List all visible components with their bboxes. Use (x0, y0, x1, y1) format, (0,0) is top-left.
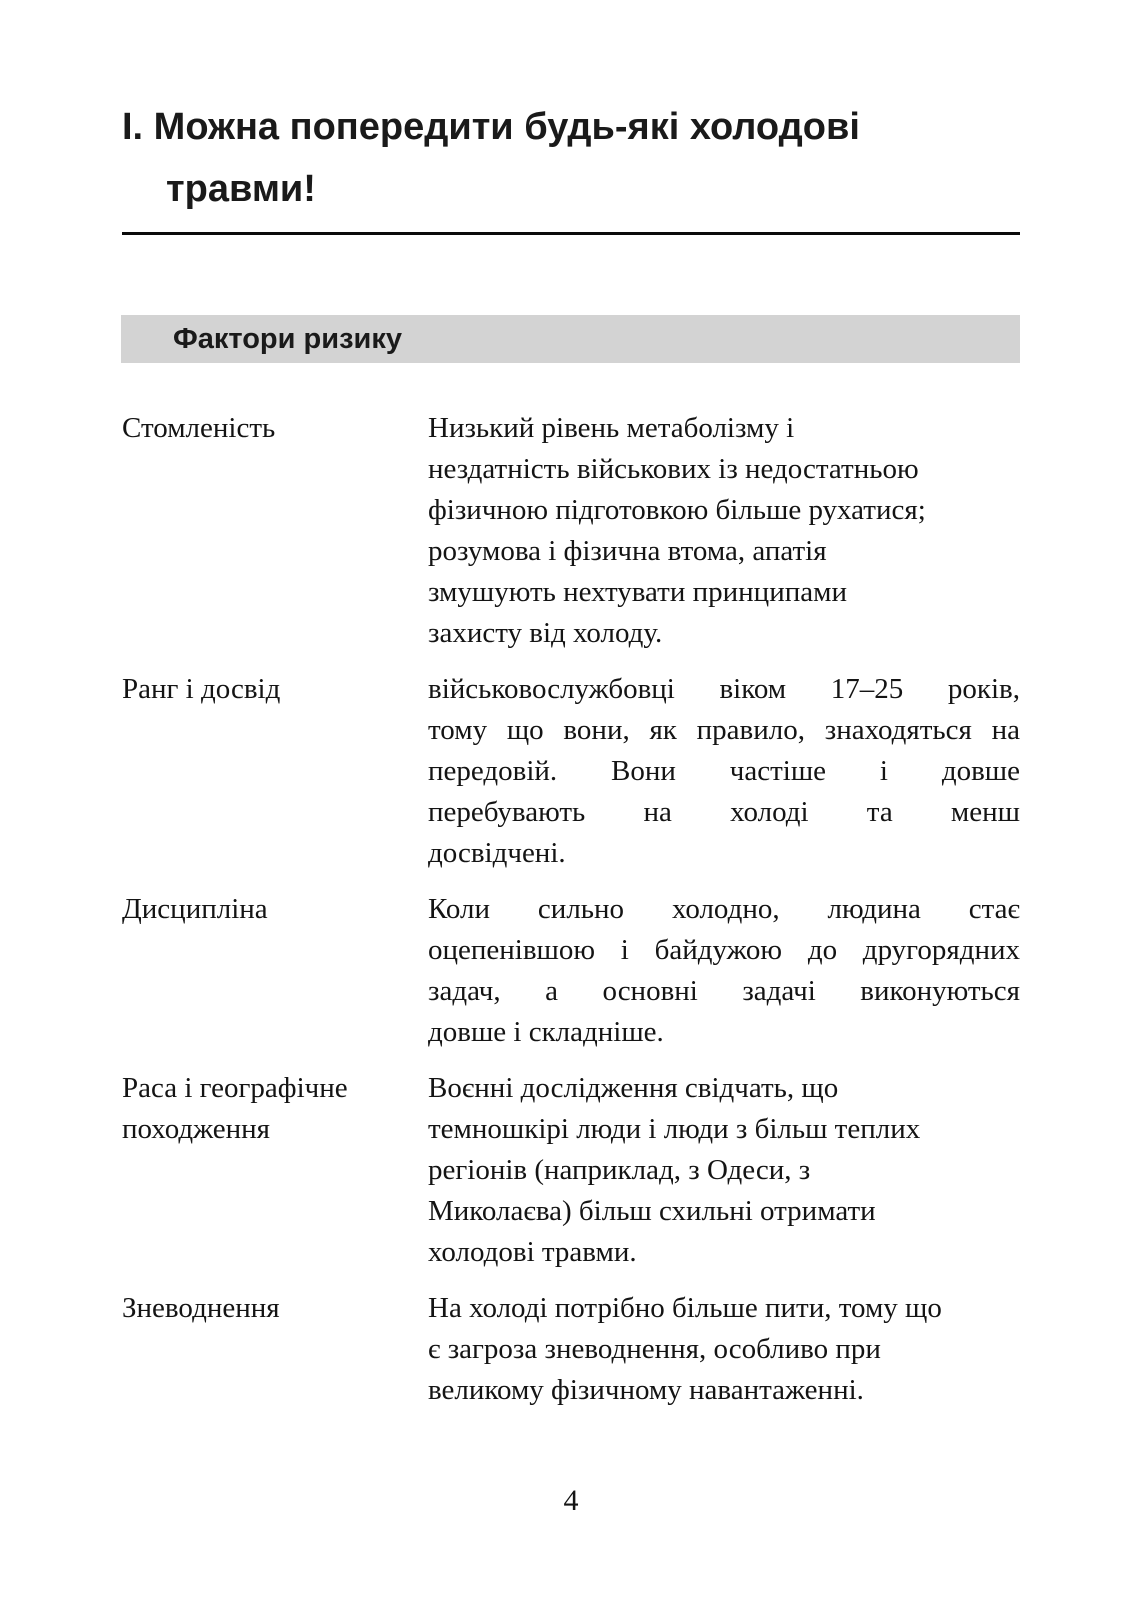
description-line: Воєнні дослідження свідчать, що (428, 1072, 839, 1104)
description-line: холодові травми. (428, 1236, 637, 1268)
risk-factor-row (122, 1288, 1020, 1411)
description-line: досвідчені. (428, 837, 566, 869)
description-line: Низький рівень метаболізму і (428, 412, 795, 444)
description-line: передовій. Вони частіше і довше (428, 755, 1020, 787)
title-underline-rule (122, 232, 1020, 235)
description-line: Миколаєва) більш схильні отримати (428, 1195, 876, 1227)
page-number: 4 (563, 1484, 579, 1517)
description-line: тому що вони, як правило, знаходяться на (428, 714, 1020, 746)
section-header-bar (121, 315, 1020, 363)
description-line: задач, а основні задачі виконуються (428, 975, 1020, 1007)
description-line: військовослужбовці віком 17–25 років, (428, 673, 1020, 705)
risk-factor-description (428, 408, 1020, 654)
document-title-line-1: І. Можна попередити будь-які холодові (122, 106, 860, 148)
risk-factor-term: Стомленість (122, 412, 276, 444)
description-line: темношкірі люди і люди з більш теплих (428, 1113, 921, 1145)
description-line: довше і складніше. (428, 1016, 664, 1048)
risk-factor-row (122, 408, 1020, 654)
description-line: розумова і фізична втома, апатія (428, 535, 827, 567)
description-line: нездатність військових із недостатньою (428, 453, 919, 485)
description-line: змушують нехтувати принципами (428, 576, 847, 608)
description-line: На холоді потрібно більше пити, тому що (428, 1292, 942, 1324)
risk-factor-row (122, 889, 1020, 1053)
risk-factor-term: Ранг і досвід (122, 673, 281, 705)
risk-factor-description (428, 669, 1020, 874)
risk-factor-row (122, 669, 1020, 874)
risk-factor-description (428, 1288, 1020, 1411)
description-line: є загроза зневоднення, особливо при (428, 1333, 881, 1365)
risk-factor-row (122, 1068, 1020, 1273)
description-line: фізичною підготовкою більше рухатися; (428, 494, 926, 526)
description-line: Коли сильно холодно, людина стає (428, 893, 1020, 925)
description-line: перебувають на холоді та менш (428, 796, 1020, 828)
document-title-line-2: травми! (166, 168, 316, 210)
risk-factor-description (428, 1068, 1020, 1273)
document-title (122, 96, 1022, 220)
description-line: захисту від холоду. (428, 617, 663, 649)
risk-factor-term: Раса і географічне походження (122, 1072, 348, 1145)
risk-factor-term: Дисципліна (122, 893, 268, 925)
description-line: великому фізичному навантаженні. (428, 1374, 864, 1406)
description-line: оцепенівшою і байдужою до другорядних (428, 934, 1020, 966)
risk-factors-table (122, 408, 1020, 1426)
description-line: регіонів (наприклад, з Одеси, з (428, 1154, 811, 1186)
section-header-label: Фактори ризику (173, 322, 402, 355)
risk-factor-term: Зневоднення (122, 1292, 280, 1324)
risk-factor-description (428, 889, 1020, 1053)
